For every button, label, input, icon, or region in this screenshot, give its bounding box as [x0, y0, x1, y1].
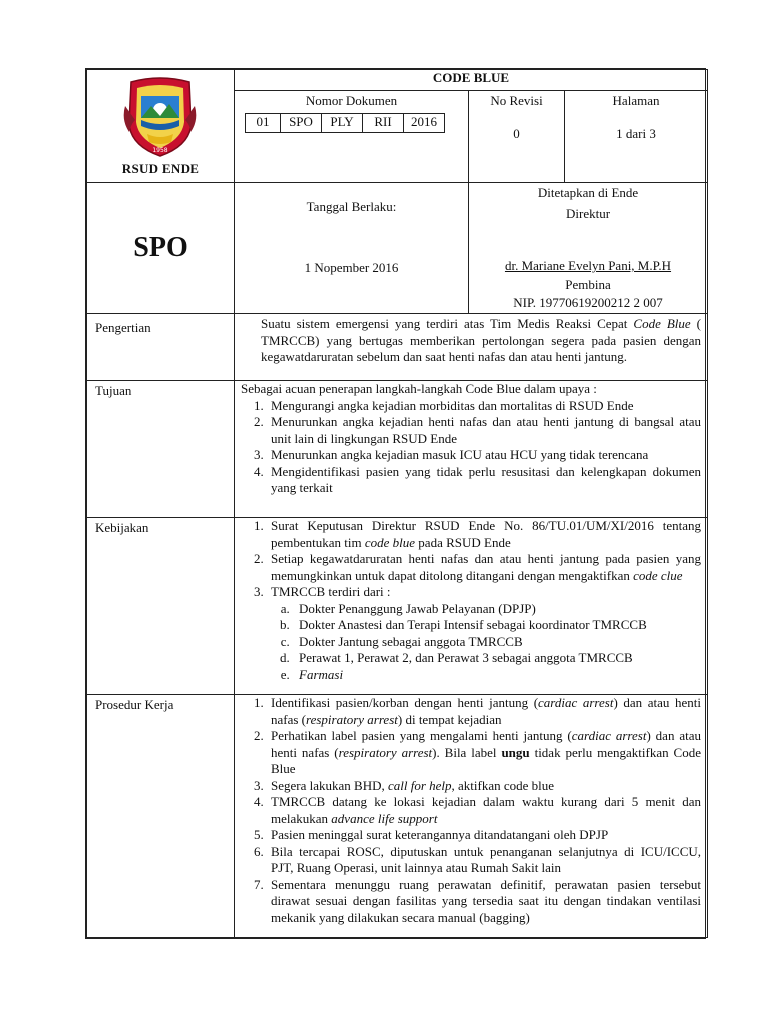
doc-number-part: RII [363, 113, 404, 132]
spo-label: SPO [133, 232, 188, 263]
prosedur-content [235, 695, 708, 938]
kebijakan-sub-item: d. Perawat 1, Perawat 2, dan Perawat 3 sebagai anggota TMRCCB [293, 650, 701, 667]
signer-nip: NIP. 19770619200212 2 007 [513, 295, 663, 310]
prosedur-item: 5. Pasien meninggal surat keterangannya ditandatangani oleh DPJP [267, 827, 701, 844]
kebijakan-sub-item: a. Dokter Penanggung Jawab Pelayanan (DPJP) [293, 601, 701, 618]
kebijakan-sub-item: b. Dokter Anastesi dan Terapi Intensif sebagai koordinator TMRCCB [293, 617, 701, 634]
prosedur-item: 4. TMRCCB datang ke lokasi kejadian dalam waktu kurang dari 5 menit dan melakukan advance life support [267, 794, 701, 827]
hospital-name: RSUD ENDE [121, 161, 200, 176]
document-title: CODE BLUE [235, 70, 708, 91]
no-revisi-value: 0 [513, 125, 520, 141]
direktur-label: Direktur [565, 205, 611, 221]
tujuan-intro: Sebagai acuan penerapan langkah-langkah Code Blue dalam upaya : [241, 381, 597, 396]
tanggal-berlaku-value: 1 Nopember 2016 [304, 259, 399, 275]
halaman-label: Halaman [612, 93, 660, 109]
logo-year: 1958 [152, 147, 168, 154]
kebijakan-item: 1. Surat Keputusan Direktur RSUD Ende No. 86/TU.01/UM/XI/2016 tentang pembentukan tim code blue pada RSUD Ende [267, 518, 701, 551]
ditetapkan-text: Ditetapkan di Ende [537, 185, 639, 200]
kebijakan-content [235, 518, 708, 695]
prosedur-item: 3. Segera lakukan BHD, call for help, aktifkan code blue [267, 778, 701, 795]
logo-cell [87, 70, 235, 183]
doc-number-part: PLY [322, 113, 363, 132]
signer-name: dr. Mariane Evelyn Pani, M.P.H [504, 258, 672, 273]
pengertian-text: Suatu sistem emergensi yang terdiri atas Tim Medis Reaksi Cepat Code Blue ( TMRCCB) yang bertugas memberikan pertolongan segera pada pasien dengan kegawatdaruratan sebelum dan saat henti nafas dan atau henti jantung. [235, 314, 708, 381]
spo-document [85, 68, 706, 939]
prosedur-item: 1. Identifikasi pasien/korban dengan henti jantung (cardiac arrest) dan atau henti nafas (respiratory arrest) di tempat kejadian [267, 695, 701, 728]
tujuan-label: Tujuan [87, 381, 235, 518]
kebijakan-sub-item: e. Farmasi [293, 667, 701, 684]
prosedur-item: 2. Perhatikan label pasien yang mengalami henti jantung (cardiac arrest) dan atau henti nafas (respiratory arrest). Bila label ungu tidak perlu mengaktifkan Code Blue [267, 728, 701, 778]
nomor-dokumen-boxes [245, 113, 445, 133]
halaman-value: 1 dari 3 [616, 125, 656, 141]
pengertian-label: Pengertian [87, 314, 235, 381]
tujuan-content [235, 381, 708, 518]
kebijakan-sub-item: c. Dokter Jantung sebagai anggota TMRCCB [293, 634, 701, 651]
kebijakan-item: 3. TMRCCB terdiri dari : a. Dokter Penanggung Jawab Pelayanan (DPJP) b. Dokter Anastesi dan Terapi Intensif sebagai koordinator TMRCCB c. Dokter Jantung sebagai anggota TMRCCB d. Perawat 1, Perawat 2, dan Perawat 3 sebagai anggota TMRCCB e. Farmasi [267, 584, 701, 683]
kebijakan-item: 2. Setiap kegawatdaruratan henti nafas dan atau henti jantung pada pasien yang memungkinkan untuk dapat ditolong ditangani dengan mengaktifkan code clue [267, 551, 701, 584]
nomor-dokumen-label: Nomor Dokumen [305, 93, 398, 109]
signer-rank: Pembina [565, 276, 611, 292]
doc-number-part: SPO [281, 113, 322, 132]
hospital-logo [121, 76, 199, 158]
doc-number-part: 2016 [404, 113, 445, 132]
doc-number-part: 01 [246, 113, 281, 132]
no-revisi-label: No Revisi [490, 93, 543, 109]
tanggal-berlaku-label: Tanggal Berlaku: [306, 199, 397, 214]
prosedur-item: 7. Sementara menunggu ruang perawatan definitif, perawatan pasien tersebut dirawat sesuai dengan fasilitas yang tersedia saat itu dengan tindakan ventilasi mekanik yang dilakukan secara manual (bagging) [267, 877, 701, 927]
prosedur-item: 6. Bila tercapai ROSC, diputuskan untuk penanganan selanjutnya di ICU/ICCU, PJT, Ruang Operasi, unit lainnya atau Rumah Sakit lain [267, 844, 701, 877]
tujuan-item: 3. Menurunkan angka kejadian masuk ICU atau HCU yang tidak terencana [267, 447, 701, 464]
kebijakan-label: Kebijakan [87, 518, 235, 695]
tujuan-item: 4. Mengidentifikasi pasien yang tidak perlu resusitasi dan kelengkapan dokumen yang terkait [267, 464, 701, 497]
tujuan-item: 2. Menurunkan angka kejadian henti nafas dan atau henti jantung di bangsal atau unit lain di lingkungan RSUD Ende [267, 414, 701, 447]
tujuan-item: 1. Mengurangi angka kejadian morbiditas dan mortalitas di RSUD Ende [267, 398, 701, 415]
prosedur-label: Prosedur Kerja [87, 695, 235, 938]
